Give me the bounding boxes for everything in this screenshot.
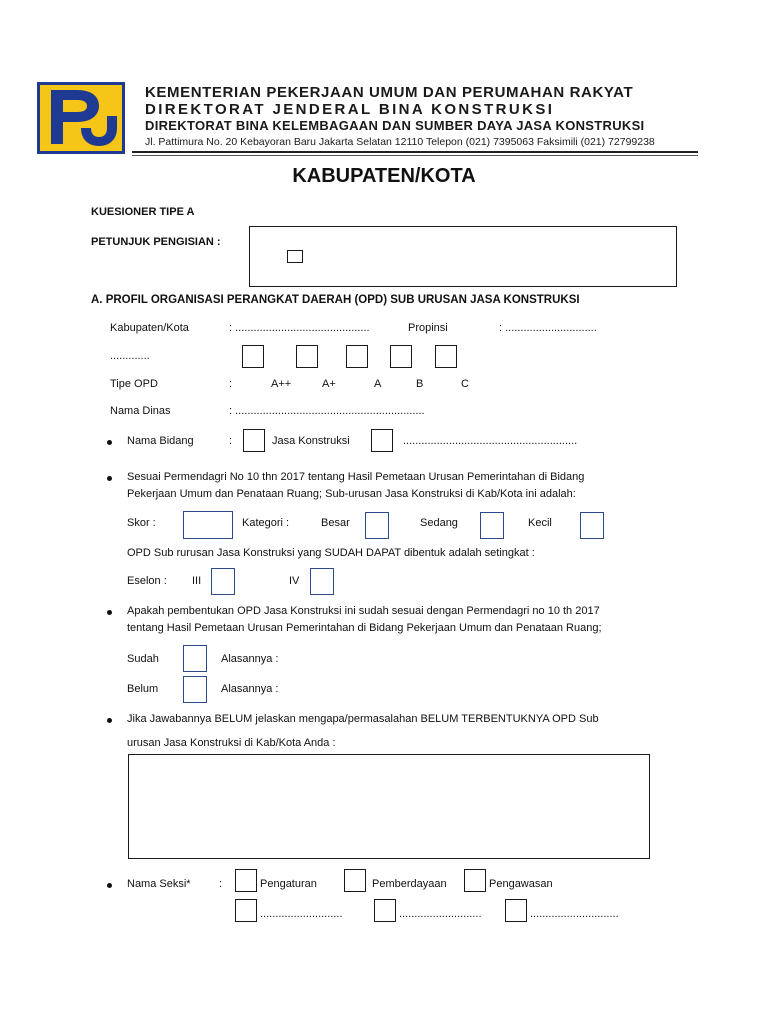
eselon-iii-checkbox[interactable]	[211, 568, 235, 595]
eselon-iv-checkbox[interactable]	[310, 568, 334, 595]
seksi-pengawasan-label: Pengawasan	[489, 878, 553, 890]
seksi-other-3-field[interactable]: .............................	[530, 908, 619, 920]
tipe-b-checkbox[interactable]	[390, 345, 412, 368]
seksi-pengaturan-label: Pengaturan	[260, 878, 317, 890]
instructions-checkbox[interactable]	[287, 250, 303, 263]
opd-level-text: OPD Sub rurusan Jasa Konstruksi yang SUDAH DAPAT dibentuk adalah setingkat :	[127, 547, 535, 559]
jasa-konstruksi-label: Jasa Konstruksi	[272, 435, 350, 447]
seksi-other-2-checkbox[interactable]	[374, 899, 396, 922]
bullet	[107, 718, 112, 723]
apakah-text-line2: tentang Hasil Pemetaan Urusan Pemerintahan di Bidang Pekerjaan Umum dan Penataan Ruang;	[127, 622, 602, 634]
permendagri-text-line1: Sesuai Permendagri No 10 thn 2017 tentang Hasil Pemetaan Urusan Pemerintahan di Bidang	[127, 471, 585, 483]
kategori-kecil-checkbox[interactable]	[580, 512, 604, 539]
page-title: KABUPATEN/KOTA	[292, 165, 476, 187]
seksi-other-3-checkbox[interactable]	[505, 899, 527, 922]
jika-text-line1: Jika Jawabannya BELUM jelaskan mengapa/permasalahan BELUM TERBENTUKNYA OPD Sub	[127, 713, 599, 725]
seksi-other-2-field[interactable]: ...........................	[399, 908, 482, 920]
header-rule-thin	[132, 155, 698, 156]
section-a-heading: A. PROFIL ORGANISASI PERANGKAT DAERAH (OPD) SUB URUSAN JASA KONSTRUKSI	[91, 294, 580, 306]
tipe-option-c: C	[461, 378, 469, 390]
tipe-a-plus-plus-checkbox[interactable]	[242, 345, 264, 368]
kategori-besar-checkbox[interactable]	[365, 512, 389, 539]
tipe-a-checkbox[interactable]	[346, 345, 368, 368]
propinsi-label: Propinsi	[408, 322, 448, 334]
skor-label: Skor :	[127, 517, 156, 529]
sudah-alasan-label: Alasannya :	[221, 653, 279, 665]
seksi-pengaturan-checkbox[interactable]	[235, 869, 257, 892]
eselon-iv-label: IV	[289, 575, 300, 587]
seksi-pemberdayaan-label: Pemberdayaan	[372, 878, 447, 890]
pupr-logo	[37, 82, 125, 154]
nama-seksi-label: Nama Seksi*	[127, 878, 191, 890]
eselon-label: Eselon :	[127, 575, 167, 587]
kategori-sedang-checkbox[interactable]	[480, 512, 504, 539]
jika-text-line2: urusan Jasa Konstruksi di Kab/Kota Anda :	[127, 737, 336, 749]
seksi-other-1-field[interactable]: ...........................	[260, 908, 343, 920]
nama-dinas-field[interactable]: : ..............................................................	[229, 405, 425, 417]
bullet	[107, 610, 112, 615]
dots-line[interactable]: .............	[110, 350, 150, 362]
sudah-checkbox[interactable]	[183, 645, 207, 672]
instructions-box	[249, 226, 677, 287]
header-ministry: KEMENTERIAN PEKERJAAN UMUM DAN PERUMAHAN RAKYAT	[145, 84, 634, 101]
kabupaten-field[interactable]: : ............................................	[229, 322, 370, 334]
seksi-pengawasan-checkbox[interactable]	[464, 869, 486, 892]
kategori-label: Kategori :	[242, 517, 290, 529]
belum-alasan-label: Alasannya :	[221, 683, 279, 695]
header-rule	[132, 151, 698, 153]
kabupaten-label: Kabupaten/Kota	[110, 322, 189, 334]
tipe-option-a-plus-plus: A++	[271, 378, 292, 390]
belum-label: Belum	[127, 683, 159, 695]
seksi-pemberdayaan-checkbox[interactable]	[344, 869, 366, 892]
permendagri-text-line2: Pekerjaan Umum dan Penataan Ruang; Sub-urusan Jasa Konstruksi di Kab/Kota ini adalah:	[127, 488, 576, 500]
nama-seksi-colon: :	[219, 878, 223, 890]
bidang-other-checkbox[interactable]	[371, 429, 393, 452]
sudah-label: Sudah	[127, 653, 159, 665]
tipe-option-a: A	[374, 378, 382, 390]
kategori-kecil-label: Kecil	[528, 517, 552, 529]
header-directorate: DIREKTORAT BINA KELEMBAGAAN DAN SUMBER DAYA JASA KONSTRUKSI	[145, 118, 645, 133]
belum-checkbox[interactable]	[183, 676, 207, 703]
tipe-option-a-plus: A+	[322, 378, 336, 390]
propinsi-field[interactable]: : ..............................	[499, 322, 597, 334]
bidang-other-field[interactable]: .........................................................	[403, 435, 578, 447]
belum-explanation-textarea[interactable]	[128, 754, 650, 859]
kategori-besar-label: Besar	[321, 517, 350, 529]
tipe-opd-colon: :	[229, 378, 233, 390]
questionnaire-type: KUESIONER TIPE A	[91, 206, 195, 218]
jasa-konstruksi-checkbox[interactable]	[243, 429, 265, 452]
nama-bidang-colon: :	[229, 435, 233, 447]
nama-bidang-label: Nama Bidang	[127, 435, 194, 447]
header-directorate-general: DIREKTORAT JENDERAL BINA KONSTRUKSI	[145, 101, 555, 118]
kategori-sedang-label: Sedang	[420, 517, 458, 529]
nama-dinas-label: Nama Dinas	[110, 405, 171, 417]
header-address: Jl. Pattimura No. 20 Kebayoran Baru Jakarta Selatan 12110 Telepon (021) 7395063 Faksimili (021) 72799238	[145, 136, 655, 148]
bullet	[107, 476, 112, 481]
tipe-option-b: B	[416, 378, 424, 390]
tipe-a-plus-checkbox[interactable]	[296, 345, 318, 368]
tipe-opd-label: Tipe OPD	[110, 378, 158, 390]
bullet	[107, 883, 112, 888]
tipe-c-checkbox[interactable]	[435, 345, 457, 368]
bullet	[107, 440, 112, 445]
apakah-text-line1: Apakah pembentukan OPD Jasa Konstruksi ini sudah sesuai dengan Permendagri no 10 th 2017	[127, 605, 600, 617]
skor-input[interactable]	[183, 511, 233, 539]
seksi-other-1-checkbox[interactable]	[235, 899, 257, 922]
eselon-iii-label: III	[192, 575, 202, 587]
instructions-label: PETUNJUK PENGISIAN :	[91, 236, 221, 248]
